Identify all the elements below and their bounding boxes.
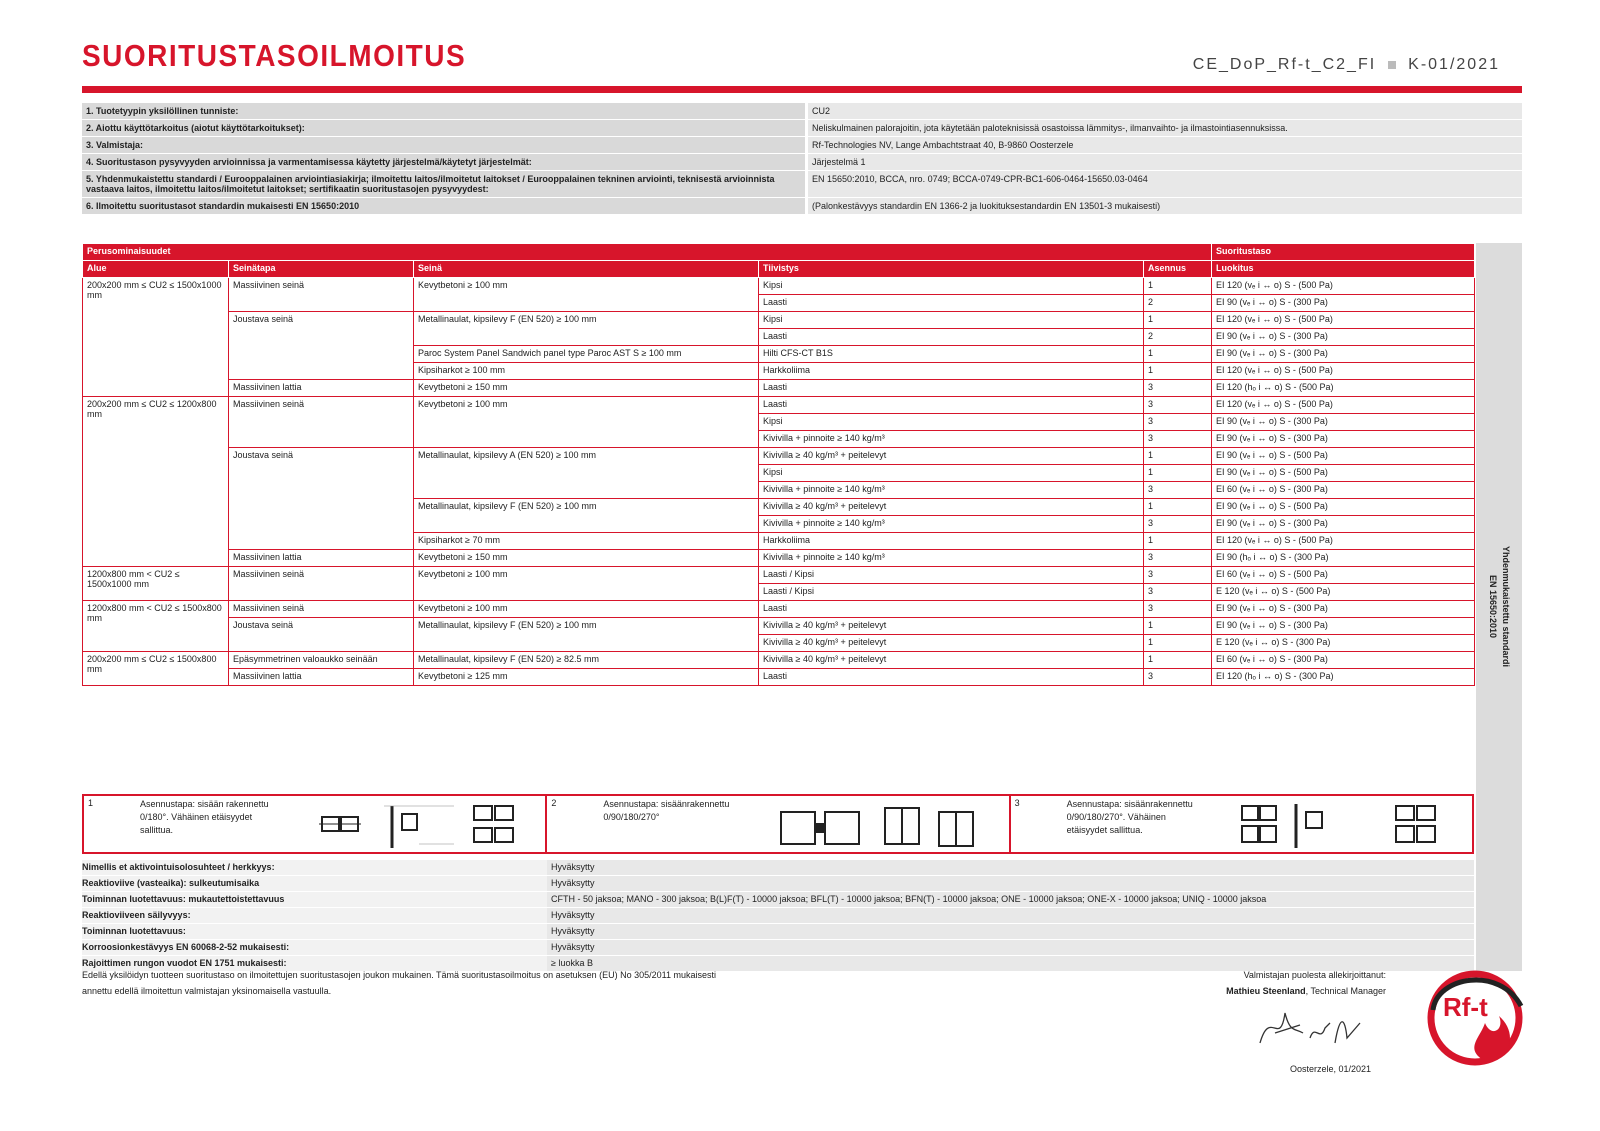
info-value: Rf-Technologies NV, Lange Ambachtstraat 40, B-9860 Oosterzele xyxy=(808,137,1522,153)
table-cell: Kivivilla + pinnoite ≥ 140 kg/m³ xyxy=(759,482,1144,499)
property-value: Hyväksytty xyxy=(547,924,1474,939)
column-header: Seinätapa xyxy=(229,261,414,278)
table-cell: 3 xyxy=(1144,482,1212,499)
table-row xyxy=(83,567,1475,584)
rf-t-logo-icon xyxy=(1425,968,1525,1068)
table-cell: 3 xyxy=(1144,550,1212,567)
table-cell: EI 90 (vₑ i ↔ o) S - (300 Pa) xyxy=(1212,346,1475,363)
property-key: Rajoittimen rungon vuodot EN 1751 mukaisesti: xyxy=(82,956,547,971)
property-row xyxy=(82,892,1474,908)
table-cell: Laasti xyxy=(759,669,1144,686)
mounting-section xyxy=(82,794,1474,854)
table-row xyxy=(83,448,1475,465)
signature-image xyxy=(1255,1003,1365,1058)
table-cell: Laasti / Kipsi xyxy=(759,567,1144,584)
table-cell: 2 xyxy=(1144,295,1212,312)
table-cell: Laasti xyxy=(759,329,1144,346)
table-cell: 3 xyxy=(1144,567,1212,584)
table-cell: Hilti CFS-CT B1S xyxy=(759,346,1144,363)
table-cell: Kevytbetoni ≥ 125 mm xyxy=(414,669,759,686)
signer-role: , Technical Manager xyxy=(1305,986,1386,996)
table-cell: Kivivilla ≥ 40 kg/m³ + peitelevyt xyxy=(759,635,1144,652)
info-row xyxy=(82,171,1522,198)
column-header: Asennus xyxy=(1144,261,1212,278)
mounting-text: Asennustapa: sisään rakennettu 0/180°. Vähäinen etäisyydet sallittua. xyxy=(140,799,269,835)
table-cell: EI 90 (vₑ i ↔ o) S - (300 Pa) xyxy=(1212,618,1475,635)
info-key: 2. Aiottu käyttötarkoitus (aiotut käyttötarkoitukset): xyxy=(82,120,805,136)
table-cell: 3 xyxy=(1144,584,1212,601)
table-cell: Paroc System Panel Sandwich panel type Paroc AST S ≥ 100 mm xyxy=(414,346,759,363)
mounting-text: Asennustapa: sisäänrakennettu 0/90/180/270°. Vähäinen etäisyydet sallittua. xyxy=(1066,799,1193,835)
property-row xyxy=(82,876,1474,892)
table-cell: Kivivilla ≥ 40 kg/m³ + peitelevyt xyxy=(759,448,1144,465)
property-value: Hyväksytty xyxy=(547,860,1474,875)
table-cell: Kipsiharkot ≥ 70 mm xyxy=(414,533,759,550)
info-key: 3. Valmistaja: xyxy=(82,137,805,153)
table-cell: Laasti xyxy=(759,601,1144,618)
signed-by-label: Valmistajan puolesta allekirjoittanut: xyxy=(1243,970,1386,980)
group-header-basic: Perusominaisuudet xyxy=(83,244,1212,261)
info-key: 5. Yhdenmukaistettu standardi / Eurooppalainen arviointiasiakirja; ilmoitettu laitos/ilmoitetut laitokset / Eurooppalainen tekninen arviointi, teknisestä arvioinnista vastaava laitos, ilmoitettu laitos/ilmoitetut laitokset; sertifikaatin suoritustasojen pysyvyydest: xyxy=(82,171,805,197)
mounting-2-diagram-icon xyxy=(777,800,997,852)
table-cell: Metallinaulat, kipsilevy F (EN 520) ≥ 100 mm xyxy=(414,618,759,652)
property-key: Reaktioviive (vasteaika): sulkeutumisaika xyxy=(82,876,547,891)
table-cell: Massiivinen seinä xyxy=(229,397,414,448)
table-cell: Harkkoliima xyxy=(759,533,1144,550)
table-cell: 3 xyxy=(1144,414,1212,431)
mounting-1-diagram-icon xyxy=(314,800,534,852)
table-cell: 1 xyxy=(1144,533,1212,550)
table-cell: Metallinaulat, kipsilevy F (EN 520) ≥ 100 mm xyxy=(414,312,759,346)
table-cell: Kevytbetoni ≥ 100 mm xyxy=(414,601,759,618)
mounting-1 xyxy=(84,796,547,852)
table-cell: 3 xyxy=(1144,669,1212,686)
table-cell: Laasti xyxy=(759,295,1144,312)
table-cell: Kivivilla ≥ 40 kg/m³ + peitelevyt xyxy=(759,499,1144,516)
table-cell: Kivivilla ≥ 40 kg/m³ + peitelevyt xyxy=(759,652,1144,669)
property-value: Hyväksytty xyxy=(547,876,1474,891)
table-cell: 200x200 mm ≤ CU2 ≤ 1500x1000 mm xyxy=(83,278,229,397)
table-cell: Kipsiharkot ≥ 100 mm xyxy=(414,363,759,380)
table-row xyxy=(83,380,1475,397)
info-row xyxy=(82,103,1522,120)
table-cell: EI 90 (vₑ i ↔ o) S - (300 Pa) xyxy=(1212,516,1475,533)
info-value: Neliskulmainen palorajoitin, jota käytetään paloteknisissä osastoissa lämmitys-, ilmanvaihto- ja ilmastointiasennuksissa. xyxy=(808,120,1522,136)
info-row xyxy=(82,154,1522,171)
table-cell: Kivivilla + pinnoite ≥ 140 kg/m³ xyxy=(759,550,1144,567)
side-label-line2: EN 15650:2010 xyxy=(1488,575,1498,639)
properties-section xyxy=(82,860,1474,972)
table-cell: Kipsi xyxy=(759,465,1144,482)
table-cell: Massiivinen lattia xyxy=(229,550,414,567)
table-cell: Kipsi xyxy=(759,414,1144,431)
table-cell: Kivivilla + pinnoite ≥ 140 kg/m³ xyxy=(759,431,1144,448)
page-title: SUORITUSTASOILMOITUS xyxy=(82,38,467,73)
table-cell: EI 90 (vₑ i ↔ o) S - (500 Pa) xyxy=(1212,448,1475,465)
table-cell: 1 xyxy=(1144,618,1212,635)
table-cell: Massiivinen lattia xyxy=(229,380,414,397)
performance-table xyxy=(82,243,1475,686)
side-label xyxy=(1476,243,1522,971)
header-red-bar xyxy=(82,86,1522,93)
table-cell: 3 xyxy=(1144,431,1212,448)
table-cell: 1 xyxy=(1144,346,1212,363)
table-cell: Joustava seinä xyxy=(229,312,414,380)
table-cell: EI 120 (vₑ i ↔ o) S - (500 Pa) xyxy=(1212,363,1475,380)
info-key: 4. Suoritustason pysyvyyden arvioinnissa ja varmentamisessa käytetty järjestelmä/käytetyt järjestelmät: xyxy=(82,154,805,170)
mounting-text: Asennustapa: sisäänrakennettu 0/90/180/270° xyxy=(603,799,730,822)
info-value: (Palonkestävyys standardin EN 1366-2 ja luokituksestandardin EN 13501-3 mukaisesti) xyxy=(808,198,1522,214)
info-key: 6. Ilmoitettu suoritustasot standardin mukaisesti EN 15650:2010 xyxy=(82,198,805,214)
table-cell: EI 120 (hₒ i ↔ o) S - (300 Pa) xyxy=(1212,669,1475,686)
table-cell: 3 xyxy=(1144,380,1212,397)
mounting-number: 1 xyxy=(88,798,94,808)
table-cell: Joustava seinä xyxy=(229,448,414,550)
table-cell: Metallinaulat, kipsilevy A (EN 520) ≥ 100 mm xyxy=(414,448,759,499)
table-cell: EI 60 (vₑ i ↔ o) S - (300 Pa) xyxy=(1212,652,1475,669)
table-row xyxy=(83,278,1475,295)
footer-statement: Edellä yksilöidyn tuotteen suoritustaso on ilmoitettujen suoritustasojen joukon mukainen. Tämä suoritustasoilmoitus on asetuksen (EU) No 305/2011 mukaisesti annettu edellä ilmoitettun valmistajan yksinomaisella vastuulla. xyxy=(82,970,717,996)
table-cell: Metallinaulat, kipsilevy F (EN 520) ≥ 82.5 mm xyxy=(414,652,759,669)
table-cell: E 120 (vₑ i ↔ o) S - (500 Pa) xyxy=(1212,584,1475,601)
table-cell: 1 xyxy=(1144,278,1212,295)
property-value: ≥ luokka B xyxy=(547,956,1474,971)
table-cell: 1200x800 mm < CU2 ≤ 1500x800 mm xyxy=(83,601,229,652)
table-row xyxy=(83,618,1475,635)
property-value: Hyväksytty xyxy=(547,940,1474,955)
table-cell: EI 60 (vₑ i ↔ o) S - (500 Pa) xyxy=(1212,567,1475,584)
table-cell: Metallinaulat, kipsilevy F (EN 520) ≥ 100 mm xyxy=(414,499,759,533)
table-cell: Joustava seinä xyxy=(229,618,414,652)
column-header: Luokitus xyxy=(1212,261,1475,278)
info-section xyxy=(82,103,1522,215)
table-cell: Kipsi xyxy=(759,278,1144,295)
table-cell: Laasti xyxy=(759,397,1144,414)
info-key: 1. Tuotetyypin yksilöllinen tunniste: xyxy=(82,103,805,119)
property-key: Nimellis et aktivointuisolosuhteet / herkkyys: xyxy=(82,860,547,875)
table-cell: EI 90 (hₒ i ↔ o) S - (300 Pa) xyxy=(1212,550,1475,567)
doc-reference xyxy=(1193,56,1500,74)
table-cell: 1 xyxy=(1144,465,1212,482)
side-label-line1: Yhdenmukaistettu standardi xyxy=(1501,546,1511,668)
table-cell: Kevytbetoni ≥ 100 mm xyxy=(414,278,759,312)
mounting-2 xyxy=(547,796,1010,852)
group-header-performance: Suoritustaso xyxy=(1212,244,1475,261)
table-cell: EI 90 (vₑ i ↔ o) S - (500 Pa) xyxy=(1212,465,1475,482)
table-row xyxy=(83,397,1475,414)
table-cell: 200x200 mm ≤ CU2 ≤ 1500x800 mm xyxy=(83,652,229,686)
table-cell: Massiivinen seinä xyxy=(229,278,414,312)
table-cell: 1 xyxy=(1144,363,1212,380)
table-cell: 1 xyxy=(1144,499,1212,516)
table-cell: 1 xyxy=(1144,312,1212,329)
property-value: CFTH - 50 jaksoa; MANO - 300 jaksoa; B(L)F(T) - 10000 jaksoa; BFL(T) - 10000 jaksoa; BFN(T) - 10000 jaksoa; ONE - 10000 jaksoa; ONE-X - 10000 jaksoa; UNIQ - 10000 jaksoa xyxy=(547,892,1474,907)
table-cell: 1 xyxy=(1144,652,1212,669)
table-cell: 3 xyxy=(1144,397,1212,414)
table-cell: EI 120 (vₑ i ↔ o) S - (500 Pa) xyxy=(1212,533,1475,550)
property-key: Reaktioviiveen säilyvyys: xyxy=(82,908,547,923)
table-cell: 3 xyxy=(1144,516,1212,533)
table-row xyxy=(83,652,1475,669)
table-cell: Laasti / Kipsi xyxy=(759,584,1144,601)
property-row xyxy=(82,940,1474,956)
column-header: Alue xyxy=(83,261,229,278)
table-cell: EI 60 (vₑ i ↔ o) S - (300 Pa) xyxy=(1212,482,1475,499)
table-cell: Kevytbetoni ≥ 150 mm xyxy=(414,550,759,567)
table-cell: Kevytbetoni ≥ 100 mm xyxy=(414,397,759,448)
column-header: Tiivistys xyxy=(759,261,1144,278)
table-cell: EI 120 (hₒ i ↔ o) S - (500 Pa) xyxy=(1212,380,1475,397)
table-cell: 2 xyxy=(1144,329,1212,346)
table-cell: EI 90 (vₑ i ↔ o) S - (500 Pa) xyxy=(1212,499,1475,516)
mounting-3 xyxy=(1011,796,1472,852)
table-row xyxy=(83,601,1475,618)
property-value: Hyväksytty xyxy=(547,908,1474,923)
mounting-3-diagram-icon xyxy=(1236,800,1456,852)
table-cell: E 120 (vₑ i ↔ o) S - (300 Pa) xyxy=(1212,635,1475,652)
table-cell: EI 90 (vₑ i ↔ o) S - (300 Pa) xyxy=(1212,414,1475,431)
signer-name: Mathieu Steenland xyxy=(1226,986,1306,996)
table-cell: Laasti xyxy=(759,380,1144,397)
table-cell: EI 90 (vₑ i ↔ o) S - (300 Pa) xyxy=(1212,329,1475,346)
property-key: Korroosionkestävyys EN 60068-2-52 mukaisesti: xyxy=(82,940,547,955)
table-cell: 200x200 mm ≤ CU2 ≤ 1200x800 mm xyxy=(83,397,229,567)
info-value: CU2 xyxy=(808,103,1522,119)
column-header: Seinä xyxy=(414,261,759,278)
table-cell: EI 90 (vₑ i ↔ o) S - (300 Pa) xyxy=(1212,295,1475,312)
separator-square xyxy=(1388,61,1396,69)
info-value: Järjestelmä 1 xyxy=(808,154,1522,170)
property-key: Toiminnan luotettavuus: xyxy=(82,924,547,939)
doc-code: CE_DoP_Rf-t_C2_FI xyxy=(1192,56,1377,73)
table-row xyxy=(83,669,1475,686)
info-row xyxy=(82,137,1522,154)
mounting-number: 3 xyxy=(1014,798,1020,808)
table-cell: Kevytbetoni ≥ 150 mm xyxy=(414,380,759,397)
mounting-number: 2 xyxy=(551,798,557,808)
table-cell: 1200x800 mm < CU2 ≤ 1500x1000 mm xyxy=(83,567,229,601)
table-cell: Kipsi xyxy=(759,312,1144,329)
logo-text: Rf-t xyxy=(1443,992,1488,1022)
table-cell: EI 120 (vₑ i ↔ o) S - (500 Pa) xyxy=(1212,397,1475,414)
table-row xyxy=(83,312,1475,329)
table-cell: Massiivinen lattia xyxy=(229,669,414,686)
table-cell: Harkkoliima xyxy=(759,363,1144,380)
doc-date: K-01/2021 xyxy=(1408,56,1500,73)
info-value: EN 15650:2010, BCCA, nro. 0749; BCCA-0749-CPR-BC1-606-0464-15650.03-0464 xyxy=(808,171,1522,197)
table-cell: Massiivinen seinä xyxy=(229,601,414,618)
property-row xyxy=(82,924,1474,940)
place-date: Oosterzele, 01/2021 xyxy=(1290,1064,1372,1074)
table-cell: EI 120 (vₑ i ↔ o) S - (500 Pa) xyxy=(1212,278,1475,295)
table-cell: EI 90 (vₑ i ↔ o) S - (300 Pa) xyxy=(1212,431,1475,448)
table-cell: EI 90 (vₑ i ↔ o) S - (300 Pa) xyxy=(1212,601,1475,618)
info-row xyxy=(82,198,1522,215)
table-cell: Massiivinen seinä xyxy=(229,567,414,601)
table-cell: EI 120 (vₑ i ↔ o) S - (500 Pa) xyxy=(1212,312,1475,329)
table-cell: 1 xyxy=(1144,635,1212,652)
table-cell: 1 xyxy=(1144,448,1212,465)
info-row xyxy=(82,120,1522,137)
property-row xyxy=(82,860,1474,876)
table-cell: 3 xyxy=(1144,601,1212,618)
table-cell: Epäsymmetrinen valoaukko seinään xyxy=(229,652,414,669)
table-cell: Kivivilla ≥ 40 kg/m³ + peitelevyt xyxy=(759,618,1144,635)
signer-block xyxy=(1226,967,1386,999)
table-row xyxy=(83,550,1475,567)
property-row xyxy=(82,908,1474,924)
property-key: Toiminnan luotettavuus: mukautettoistettavuus xyxy=(82,892,547,907)
table-cell: Kevytbetoni ≥ 100 mm xyxy=(414,567,759,601)
table-cell: Kivivilla + pinnoite ≥ 140 kg/m³ xyxy=(759,516,1144,533)
